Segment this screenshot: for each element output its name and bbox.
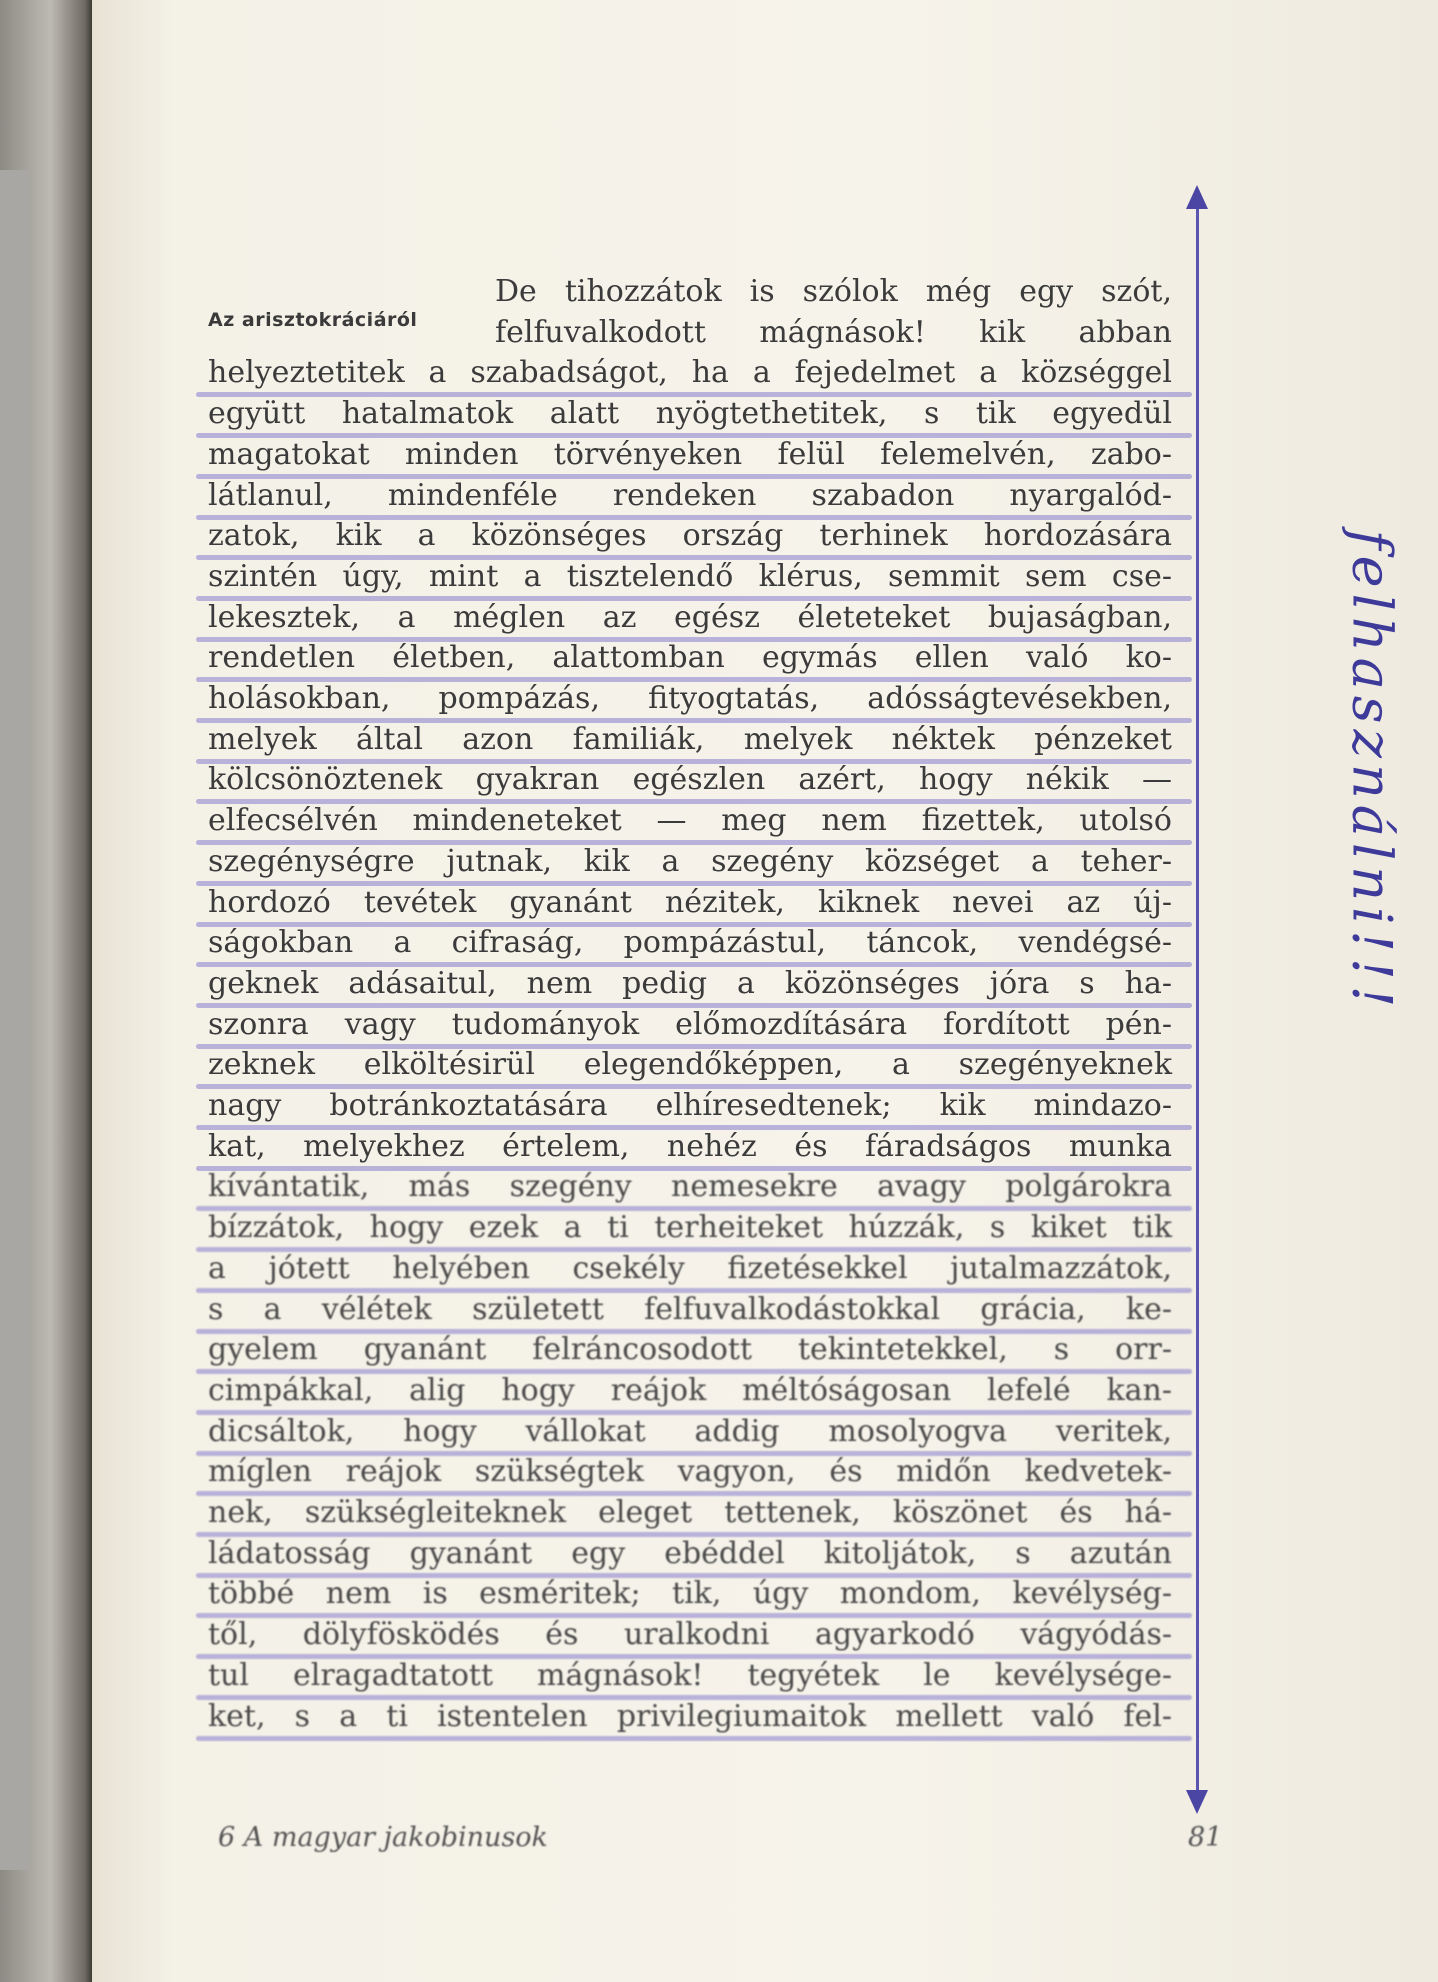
text-line — [208, 1088, 1172, 1124]
text-line — [208, 885, 1172, 921]
text-line-content: kat, melyekhez értelem, nehéz és fáradságos munka — [208, 1128, 1172, 1164]
text-line-content: többé nem is esméritek; tik, úgy mondom, kevélység- — [208, 1576, 1172, 1612]
text-line-content: bízzátok, hogy ezek a ti terheiteket húzzák, s kiket tik — [208, 1210, 1172, 1246]
text-line — [208, 966, 1172, 1002]
text-line-content: lekesztek, a méglen az egész életeteket bujaságban, — [208, 599, 1172, 635]
text-line-content: től, dölyfösködés és uralkodni agyarkodó vágyódás- — [208, 1617, 1172, 1653]
text-line-content: rendetlen életben, alattomban egymás ellen való ko- — [208, 640, 1172, 676]
text-line — [208, 1536, 1172, 1572]
margin-bracket-line — [1196, 190, 1199, 1800]
text-line-content: ságokban a cifraság, pompázástul, táncok, vendégsé- — [208, 925, 1172, 961]
text-line-content: De tihozzátok is szólok még egy szót, — [495, 274, 1172, 309]
text-line — [208, 762, 1172, 798]
arrow-up-icon — [1186, 185, 1208, 209]
text-line-content: a jótett helyében csekély fizetésekkel jutalmazzátok, — [208, 1250, 1172, 1286]
text-line-content: elfecsélvén mindeneteket — meg nem fizettek, utolsó — [208, 803, 1172, 839]
text-line — [208, 559, 1172, 595]
text-line-content: míglen reájok szükségtek vagyon, és midőn kedvetek- — [208, 1454, 1172, 1490]
footer-book-title: 6 A magyar jakobinusok — [218, 1822, 548, 1853]
text-line — [208, 1007, 1172, 1043]
text-line — [208, 1414, 1172, 1450]
text-line-content: geknek adásaitul, nem pedig a közönséges jóra s ha- — [208, 965, 1172, 1001]
text-line — [208, 1658, 1172, 1694]
text-line — [208, 1251, 1172, 1287]
side-heading: Az arisztokráciáról — [208, 309, 418, 331]
text-line — [208, 1210, 1172, 1246]
text-line-content: magatokat minden törvényeken felül felemelvén, zabo- — [208, 436, 1172, 472]
text-line — [495, 315, 1172, 351]
text-line — [208, 681, 1172, 717]
text-line — [208, 1332, 1172, 1368]
text-line — [208, 1454, 1172, 1490]
text-line — [208, 1047, 1172, 1083]
arrow-down-icon — [1186, 1790, 1208, 1814]
page-number: 81 — [1188, 1822, 1223, 1853]
text-line — [208, 1373, 1172, 1409]
text-line — [208, 803, 1172, 839]
text-line-content: holásokban, pompázás, fityogtatás, adósságtevésekben, — [208, 681, 1172, 716]
text-line — [208, 640, 1172, 676]
text-line-content: nagy botránkoztatására elhíresedtenek; kik mindazo- — [208, 1088, 1172, 1123]
handwritten-margin-note: felhasználni!!! — [1340, 529, 1404, 1014]
text-line-content: ládatosság gyanánt egy ebéddel kitoljátok, s azután — [208, 1535, 1172, 1571]
text-line-content: szintén úgy, mint a tisztelendő klérus, semmit sem cse- — [208, 558, 1172, 594]
text-line — [208, 844, 1172, 880]
text-line — [208, 518, 1172, 554]
text-line-content: tul elragadtatott mágnások! tegyétek le kevélysége- — [208, 1657, 1172, 1693]
text-line — [208, 1495, 1172, 1531]
text-line — [208, 925, 1172, 961]
text-line-content: szonra vagy tudományok előmozdítására fordított pén- — [208, 1006, 1172, 1042]
text-line — [495, 274, 1172, 310]
text-line — [208, 1576, 1172, 1612]
text-line — [208, 600, 1172, 636]
text-line-content: felfuvalkodott mágnások! kik abban — [495, 314, 1172, 350]
text-line-content: látlanul, mindenféle rendeken szabadon nyargalód- — [208, 477, 1172, 513]
text-line-content: nek, szükségleiteknek eleget tettenek, köszönet és há- — [208, 1495, 1172, 1530]
text-line-content: együtt hatalmatok alatt nyögtethetitek, s tik egyedül — [208, 396, 1172, 432]
text-line — [208, 355, 1172, 391]
text-line — [208, 437, 1172, 473]
text-line — [208, 396, 1172, 432]
text-line — [208, 722, 1172, 758]
text-line-content: hordozó tevétek gyanánt nézitek, kiknek nevei az új- — [208, 884, 1172, 920]
text-line-content: ket, s a ti istentelen privilegiumaitok mellett való fel- — [208, 1698, 1172, 1734]
text-line-content: zeknek elköltésirül elegendőképpen, a szegényeknek — [208, 1047, 1172, 1083]
text-line-content: zatok, kik a közönséges ország terhinek hordozására — [208, 518, 1172, 554]
text-line-content: szegénységre jutnak, kik a szegény községet a teher- — [208, 843, 1172, 879]
text-line-content: gyelem gyanánt felráncosodott tekintetekkel, s orr- — [208, 1332, 1172, 1368]
text-line-content: dicsáltok, hogy vállokat addig mosolyogva veritek, — [208, 1413, 1172, 1449]
text-line-content: helyeztetitek a szabadságot, ha a fejedelmet a községgel — [208, 355, 1172, 391]
text-line — [208, 1617, 1172, 1653]
text-line — [208, 478, 1172, 514]
facing-page-edge — [0, 0, 92, 1982]
text-line — [208, 1292, 1172, 1328]
text-line — [208, 1129, 1172, 1165]
text-line-content: kívántatik, más szegény nemesekre avagy polgárokra — [208, 1169, 1172, 1205]
text-line — [208, 1699, 1172, 1735]
text-line-content: melyek által azon familiák, melyek néktek pénzeket — [208, 721, 1172, 757]
text-line-content: cimpákkal, alig hogy reájok méltóságosan lefelé kan- — [208, 1372, 1172, 1408]
text-line-content: s a vélétek született felfuvalkodástokkal grácia, ke- — [208, 1291, 1172, 1327]
text-line-content: kölcsönöztenek gyakran egészlen azért, hogy nékik — — [208, 762, 1172, 798]
text-line — [208, 1169, 1172, 1205]
